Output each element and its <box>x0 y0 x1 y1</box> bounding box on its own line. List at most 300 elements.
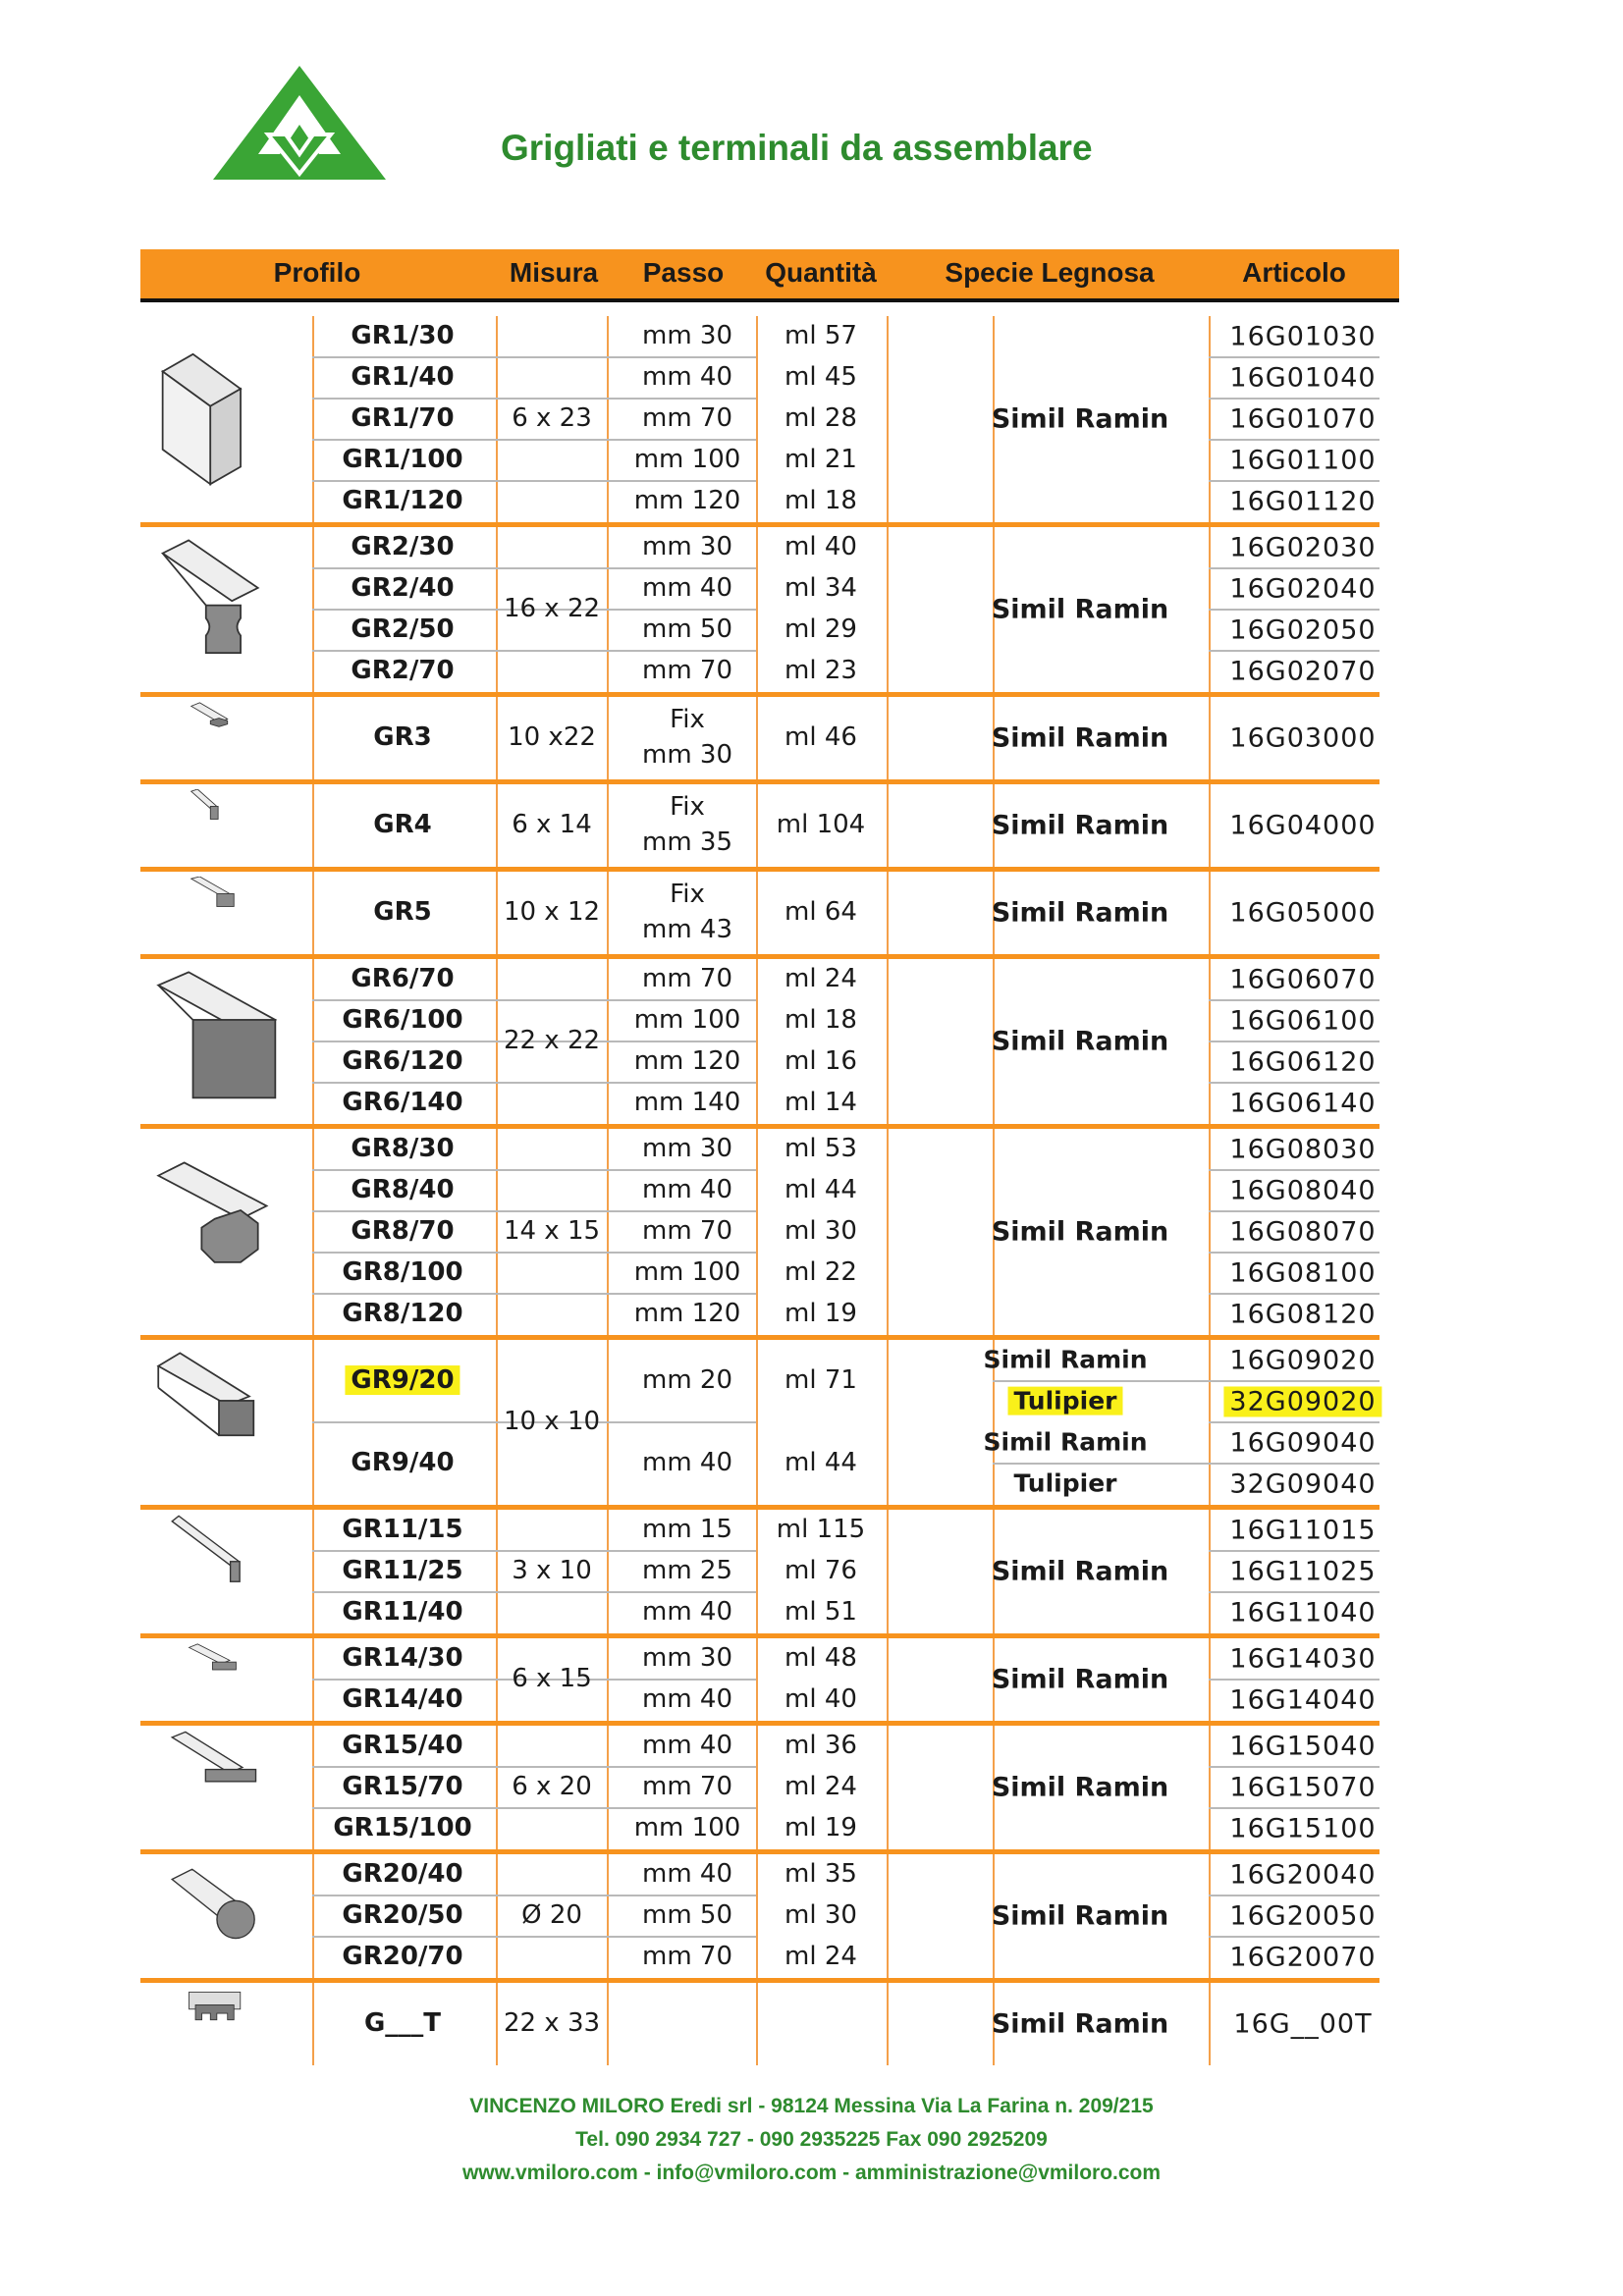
row-divider <box>312 1550 496 1552</box>
row-divider <box>993 1380 1380 1382</box>
column-divider <box>887 1726 889 1849</box>
column-header-specie: Specie Legnosa <box>945 257 1155 288</box>
passo-cell: mm 70 <box>641 964 733 994</box>
articolo-cell: 16G08030 <box>1229 1134 1377 1165</box>
passo-cell: mm 30 <box>641 532 733 562</box>
quantita-cell: ml 19 <box>784 1813 857 1843</box>
species-cell: Simil Ramin <box>983 1427 1148 1457</box>
misura-cell: 14 x 15 <box>503 1216 601 1247</box>
passo-cell: mm 40 <box>641 1859 733 1890</box>
row-divider <box>1209 650 1380 652</box>
articolo-cell: 16G02050 <box>1229 614 1377 646</box>
articolo-cell: 16G06070 <box>1229 964 1377 995</box>
passo-cell: mm 40 <box>641 1731 733 1761</box>
species-cell: Simil Ramin <box>991 2008 1169 2040</box>
articolo-cell: 16G06120 <box>1229 1046 1377 1078</box>
row-divider <box>993 1463 1380 1465</box>
quantita-cell: ml 34 <box>784 573 857 604</box>
profile-code-cell: GR2/40 <box>351 573 455 604</box>
square-bar-profile-icon <box>145 968 293 1115</box>
wide-plank-profile-icon <box>145 1731 293 1844</box>
column-header-misura: Misura <box>509 257 599 288</box>
passo-cell: mm 30 <box>641 1134 733 1164</box>
misura-cell: 22 x 33 <box>503 2008 601 2039</box>
articolo-cell: 16G15100 <box>1229 1813 1377 1844</box>
row-divider <box>496 1766 756 1768</box>
articolo-cell: 16G09040 <box>1229 1427 1377 1459</box>
articolo-cell: 16G__00T <box>1233 2008 1373 2040</box>
row-divider <box>496 480 756 482</box>
row-divider <box>312 1807 496 1809</box>
articolo-cell: 16G06140 <box>1229 1088 1377 1119</box>
column-divider <box>312 784 314 867</box>
column-divider <box>607 316 609 522</box>
row-divider <box>1209 1169 1380 1171</box>
misura-cell: 16 x 22 <box>503 594 601 624</box>
passo-cell: mm 15 <box>641 1515 733 1545</box>
profile-code-cell: GR1/120 <box>342 486 463 516</box>
row-divider <box>312 609 496 611</box>
quantita-cell: ml 57 <box>784 321 857 351</box>
passo-cell: mm 70 <box>641 1216 733 1247</box>
quantita-cell: ml 24 <box>784 1772 857 1802</box>
articolo-cell: 16G01120 <box>1229 486 1377 517</box>
articolo-cell: 16G06100 <box>1229 1005 1377 1037</box>
quantita-cell: ml 30 <box>784 1216 857 1247</box>
articolo-cell: 16G01070 <box>1229 403 1377 435</box>
column-divider <box>496 784 498 867</box>
articolo-cell: 16G14030 <box>1229 1643 1377 1675</box>
quantita-cell: ml 14 <box>784 1088 857 1118</box>
profile-code-cell: GR4 <box>373 810 432 840</box>
quantita-cell: ml 22 <box>784 1257 857 1288</box>
passo-cell: mm 20 <box>641 1365 733 1396</box>
profile-code-cell: GR11/25 <box>342 1556 463 1586</box>
row-divider <box>312 1591 496 1593</box>
row-divider <box>1209 567 1380 569</box>
column-divider <box>312 1726 314 1849</box>
octagonal-bar-profile-icon <box>145 1158 293 1306</box>
table-group <box>140 1854 1380 1978</box>
quantita-cell: ml 45 <box>784 362 857 393</box>
row-divider <box>1209 1766 1380 1768</box>
column-divider <box>312 316 314 522</box>
column-divider <box>607 1510 609 1633</box>
row-divider <box>1209 1210 1380 1212</box>
row-divider <box>1209 1895 1380 1896</box>
species-cell: Simil Ramin <box>991 1772 1169 1803</box>
passo-cell: mm 70 <box>641 1942 733 1972</box>
column-divider <box>1209 316 1211 522</box>
footer-phone: Tel. 090 2934 727 - 090 2935225 Fax 090 2925209 <box>575 2128 1048 2151</box>
column-divider <box>496 697 498 779</box>
column-divider <box>887 697 889 779</box>
column-divider <box>756 1726 758 1849</box>
profile-code-cell: GR11/40 <box>342 1597 463 1628</box>
quantita-cell: ml 24 <box>784 1942 857 1972</box>
row-divider <box>1209 1082 1380 1084</box>
passo-cell: mm 43 <box>641 915 733 945</box>
quantita-cell: ml 40 <box>784 532 857 562</box>
profile-code-cell: GR20/70 <box>342 1942 463 1972</box>
profile-code-cell-highlight: GR9/20 <box>345 1365 460 1395</box>
column-divider <box>756 1983 758 2065</box>
profile-code-cell: GR8/120 <box>342 1299 463 1329</box>
quantita-cell: ml 71 <box>784 1365 857 1396</box>
articolo-cell: 16G15070 <box>1229 1772 1377 1803</box>
passo-cell: mm 120 <box>633 1299 741 1329</box>
column-divider <box>887 1854 889 1978</box>
column-divider <box>607 697 609 779</box>
profile-code-cell: GR15/70 <box>342 1772 463 1802</box>
column-divider <box>756 784 758 867</box>
passo-cell: mm 25 <box>641 1556 733 1586</box>
passo-cell: mm 70 <box>641 1772 733 1802</box>
row-divider <box>312 999 496 1001</box>
column-divider <box>1209 1983 1211 2065</box>
row-divider <box>1209 439 1380 441</box>
column-divider <box>887 316 889 522</box>
profile-code-cell: GR8/30 <box>351 1134 455 1164</box>
table-header <box>140 249 1399 302</box>
row-divider <box>1209 1591 1380 1593</box>
column-divider <box>1209 1726 1211 1849</box>
column-divider <box>496 1854 498 1978</box>
misura-cell: 6 x 14 <box>512 810 592 840</box>
row-divider <box>1209 480 1380 482</box>
articolo-cell: 16G01030 <box>1229 321 1377 352</box>
row-divider <box>496 356 756 358</box>
column-divider <box>887 1510 889 1633</box>
passo-cell: mm 140 <box>633 1088 741 1118</box>
column-header-articolo: Articolo <box>1242 257 1346 288</box>
table-group <box>140 1638 1380 1721</box>
passo-cell: Fix <box>670 705 705 735</box>
table-group <box>140 697 1380 779</box>
column-divider <box>887 1983 889 2065</box>
quantita-cell: ml 28 <box>784 403 857 434</box>
articolo-cell: 16G05000 <box>1229 897 1377 929</box>
articolo-cell: 16G08120 <box>1229 1299 1377 1330</box>
row-divider <box>312 650 496 652</box>
quantita-cell: ml 44 <box>784 1175 857 1205</box>
row-divider <box>496 1807 756 1809</box>
quantita-cell: ml 104 <box>776 810 866 840</box>
column-divider <box>887 1340 889 1505</box>
species-cell: Simil Ramin <box>991 1026 1169 1057</box>
species-cell: Tulipier <box>1013 1468 1117 1498</box>
species-cell: Simil Ramin <box>991 810 1169 841</box>
passo-cell: mm 50 <box>641 614 733 645</box>
row-divider <box>1209 398 1380 400</box>
profile-code-cell: GR1/70 <box>351 403 455 434</box>
table-group <box>140 1340 1380 1505</box>
articolo-cell: 16G02040 <box>1229 573 1377 605</box>
profile-code-cell: GR8/40 <box>351 1175 455 1205</box>
row-divider <box>496 999 756 1001</box>
column-divider <box>887 872 889 954</box>
misura-cell: 6 x 20 <box>512 1772 592 1802</box>
misura-cell: 10 x 12 <box>503 897 601 928</box>
quantita-cell: ml 29 <box>784 614 857 645</box>
table-group <box>140 872 1380 954</box>
column-divider <box>887 784 889 867</box>
species-cell-highlight: Tulipier <box>1008 1387 1123 1415</box>
row-divider <box>1209 1936 1380 1938</box>
articolo-cell: 16G01100 <box>1229 445 1377 476</box>
species-cell: Simil Ramin <box>991 1556 1169 1587</box>
row-divider <box>496 1293 756 1295</box>
species-cell <box>1008 1388 1123 1416</box>
quantita-cell: ml 53 <box>784 1134 857 1164</box>
misura-cell: 6 x 15 <box>512 1664 592 1694</box>
species-cell: Simil Ramin <box>991 722 1169 754</box>
terminal-channel-profile-icon <box>145 1988 293 2060</box>
profile-code-cell: GR20/50 <box>342 1900 463 1931</box>
column-divider <box>607 1854 609 1978</box>
row-divider <box>312 356 496 358</box>
species-cell: Simil Ramin <box>991 897 1169 929</box>
column-divider <box>496 1129 498 1335</box>
profile-code-cell: GR5 <box>373 897 432 928</box>
quantita-cell: ml 18 <box>784 486 857 516</box>
row-divider <box>312 1169 496 1171</box>
column-divider <box>1209 784 1211 867</box>
row-divider <box>1209 609 1380 611</box>
page-title: Grigliati e terminali da assemblare <box>501 128 1093 168</box>
profile-code-cell: GR1/40 <box>351 362 455 393</box>
quantita-cell: ml 18 <box>784 1005 857 1036</box>
articolo-cell: 16G04000 <box>1229 810 1377 841</box>
grooved-profile-icon <box>145 536 293 683</box>
quantita-cell: ml 35 <box>784 1859 857 1890</box>
row-divider <box>496 1169 756 1171</box>
row-divider <box>312 1210 496 1212</box>
row-divider <box>312 1766 496 1768</box>
row-divider <box>496 1936 756 1938</box>
table-group <box>140 1983 1380 2065</box>
articolo-cell: 16G02030 <box>1229 532 1377 563</box>
column-divider <box>312 697 314 779</box>
row-divider <box>312 1252 496 1254</box>
passo-cell: mm 40 <box>641 1175 733 1205</box>
rectangular-bar-profile-icon <box>145 877 293 949</box>
articolo-cell-highlight: 32G09020 <box>1223 1386 1381 1416</box>
species-cell: Simil Ramin <box>991 1664 1169 1695</box>
row-divider <box>1209 1041 1380 1042</box>
articolo-cell: 16G02070 <box>1229 656 1377 687</box>
passo-cell: mm 120 <box>633 486 741 516</box>
misura-cell: Ø 20 <box>521 1900 582 1931</box>
small-square-bar-profile-icon <box>145 1349 293 1496</box>
misura-cell: 10 x22 <box>508 722 596 753</box>
passo-cell: mm 35 <box>641 828 733 858</box>
column-divider <box>607 872 609 954</box>
quantita-cell: ml 16 <box>784 1046 857 1077</box>
misura-cell: 22 x 22 <box>503 1026 601 1056</box>
articolo-cell: 16G09020 <box>1229 1345 1377 1376</box>
articolo-cell: 16G08070 <box>1229 1216 1377 1248</box>
articolo-cell: 16G20050 <box>1229 1900 1377 1932</box>
round-dowel-profile-icon <box>145 1859 293 1973</box>
column-divider <box>756 1510 758 1633</box>
profile-code-cell: GR6/70 <box>351 964 455 994</box>
row-divider <box>312 398 496 400</box>
profile-code-cell: GR2/50 <box>351 614 455 645</box>
column-divider <box>1209 1129 1211 1335</box>
table-group <box>140 316 1380 522</box>
row-divider <box>496 1252 756 1254</box>
row-divider <box>1209 1293 1380 1295</box>
column-divider <box>1209 1510 1211 1633</box>
quantita-cell: ml 19 <box>784 1299 857 1329</box>
column-divider <box>1209 697 1211 779</box>
company-logo <box>211 64 388 201</box>
profile-code-cell: GR1/30 <box>351 321 455 351</box>
column-divider <box>756 872 758 954</box>
row-divider <box>1209 1421 1380 1423</box>
column-divider <box>887 527 889 692</box>
footer-contacts: www.vmiloro.com - info@vmiloro.com - amministrazione@vmiloro.com <box>461 2162 1162 2184</box>
articolo-cell: 16G15040 <box>1229 1731 1377 1762</box>
row-divider <box>1209 356 1380 358</box>
species-cell: Simil Ramin <box>991 1900 1169 1932</box>
passo-cell: mm 70 <box>641 656 733 686</box>
passo-cell: mm 40 <box>641 1448 733 1478</box>
profile-code-cell: GR8/100 <box>342 1257 463 1288</box>
row-divider <box>312 1082 496 1084</box>
quantita-cell: ml 30 <box>784 1900 857 1931</box>
column-divider <box>756 1129 758 1335</box>
passo-cell: mm 100 <box>633 1005 741 1036</box>
species-cell: Simil Ramin <box>991 403 1169 435</box>
row-divider <box>496 1210 756 1212</box>
quantita-cell: ml 36 <box>784 1731 857 1761</box>
misura-cell: 6 x 23 <box>512 403 592 434</box>
thin-bar-profile-icon <box>145 789 293 862</box>
profile-code-cell: GR20/40 <box>342 1859 463 1890</box>
passo-cell: mm 100 <box>633 445 741 475</box>
quantita-cell: ml 40 <box>784 1684 857 1715</box>
column-divider <box>607 1983 609 2065</box>
column-divider <box>1209 872 1211 954</box>
profile-code-cell: G___T <box>363 2008 442 2039</box>
row-divider <box>312 1421 496 1423</box>
table-group <box>140 1510 1380 1633</box>
quantita-cell: ml 115 <box>776 1515 866 1545</box>
passo-cell: mm 40 <box>641 362 733 393</box>
quantita-cell: ml 64 <box>784 897 857 928</box>
quantita-cell: ml 76 <box>784 1556 857 1586</box>
column-divider <box>496 1726 498 1849</box>
quantita-cell: ml 48 <box>784 1643 857 1674</box>
long-thin-bar-profile-icon <box>145 1515 293 1629</box>
column-header-profilo: Profilo <box>273 257 361 288</box>
species-cell: Simil Ramin <box>991 594 1169 625</box>
row-divider <box>496 1895 756 1896</box>
profile-code-cell: GR15/100 <box>333 1813 472 1843</box>
hexagonal-flat-profile-icon <box>145 702 293 774</box>
articolo-cell: 16G20040 <box>1229 1859 1377 1891</box>
species-cell: Simil Ramin <box>991 1216 1169 1248</box>
footer-address: VINCENZO MILORO Eredi srl - 98124 Messina Via La Farina n. 209/215 <box>469 2095 1154 2117</box>
column-divider <box>607 784 609 867</box>
table-group <box>140 959 1380 1124</box>
flat-plank-profile-icon <box>145 1643 293 1716</box>
articolo-cell: 16G03000 <box>1229 722 1377 754</box>
column-divider <box>312 1510 314 1633</box>
passo-cell: mm 30 <box>641 1643 733 1674</box>
column-divider <box>312 1983 314 2065</box>
profile-code-cell: GR3 <box>373 722 432 753</box>
quantita-cell: ml 21 <box>784 445 857 475</box>
articolo-cell: 16G08040 <box>1229 1175 1377 1206</box>
column-divider <box>756 1340 758 1505</box>
profile-code-cell: GR14/30 <box>342 1643 463 1674</box>
row-divider <box>1209 1807 1380 1809</box>
column-divider <box>756 1854 758 1978</box>
profile-code-cell: GR8/70 <box>351 1216 455 1247</box>
column-divider <box>607 1726 609 1849</box>
column-divider <box>312 872 314 954</box>
column-divider <box>756 697 758 779</box>
articolo-cell: 16G20070 <box>1229 1942 1377 1973</box>
column-divider <box>756 959 758 1124</box>
row-divider <box>496 398 756 400</box>
articolo-cell: 16G08100 <box>1229 1257 1377 1289</box>
column-divider <box>496 872 498 954</box>
profile-code-cell: GR6/140 <box>342 1088 463 1118</box>
row-divider <box>496 439 756 441</box>
quantita-cell: ml 46 <box>784 722 857 753</box>
articolo-cell: 16G11015 <box>1229 1515 1377 1546</box>
passo-cell: mm 40 <box>641 573 733 604</box>
profile-code-cell: GR2/30 <box>351 532 455 562</box>
row-divider <box>496 650 756 652</box>
column-divider <box>312 1129 314 1335</box>
column-divider <box>756 527 758 692</box>
quantita-cell: ml 51 <box>784 1597 857 1628</box>
passo-cell: mm 50 <box>641 1900 733 1931</box>
passo-cell: mm 30 <box>641 321 733 351</box>
misura-cell: 3 x 10 <box>512 1556 592 1586</box>
row-divider <box>312 480 496 482</box>
flat-bar-profile-icon <box>145 346 293 493</box>
row-divider <box>312 439 496 441</box>
column-divider <box>887 1638 889 1721</box>
column-divider <box>496 316 498 522</box>
row-divider <box>1209 1679 1380 1681</box>
passo-cell: Fix <box>670 880 705 910</box>
profile-code-cell: GR2/70 <box>351 656 455 686</box>
table-group <box>140 1129 1380 1335</box>
passo-cell: mm 30 <box>641 740 733 771</box>
passo-cell: Fix <box>670 792 705 823</box>
quantita-cell: ml 44 <box>784 1448 857 1478</box>
column-divider <box>887 1129 889 1335</box>
articolo-cell: 32G09040 <box>1229 1468 1377 1500</box>
row-divider <box>496 1082 756 1084</box>
row-divider <box>312 1041 496 1042</box>
articolo-cell: 16G11040 <box>1229 1597 1377 1629</box>
row-divider <box>312 567 496 569</box>
table-group <box>140 1726 1380 1849</box>
column-divider <box>496 1983 498 2065</box>
profile-code-cell: GR14/40 <box>342 1684 463 1715</box>
column-divider <box>887 959 889 1124</box>
quantita-cell: ml 24 <box>784 964 857 994</box>
row-divider <box>496 567 756 569</box>
